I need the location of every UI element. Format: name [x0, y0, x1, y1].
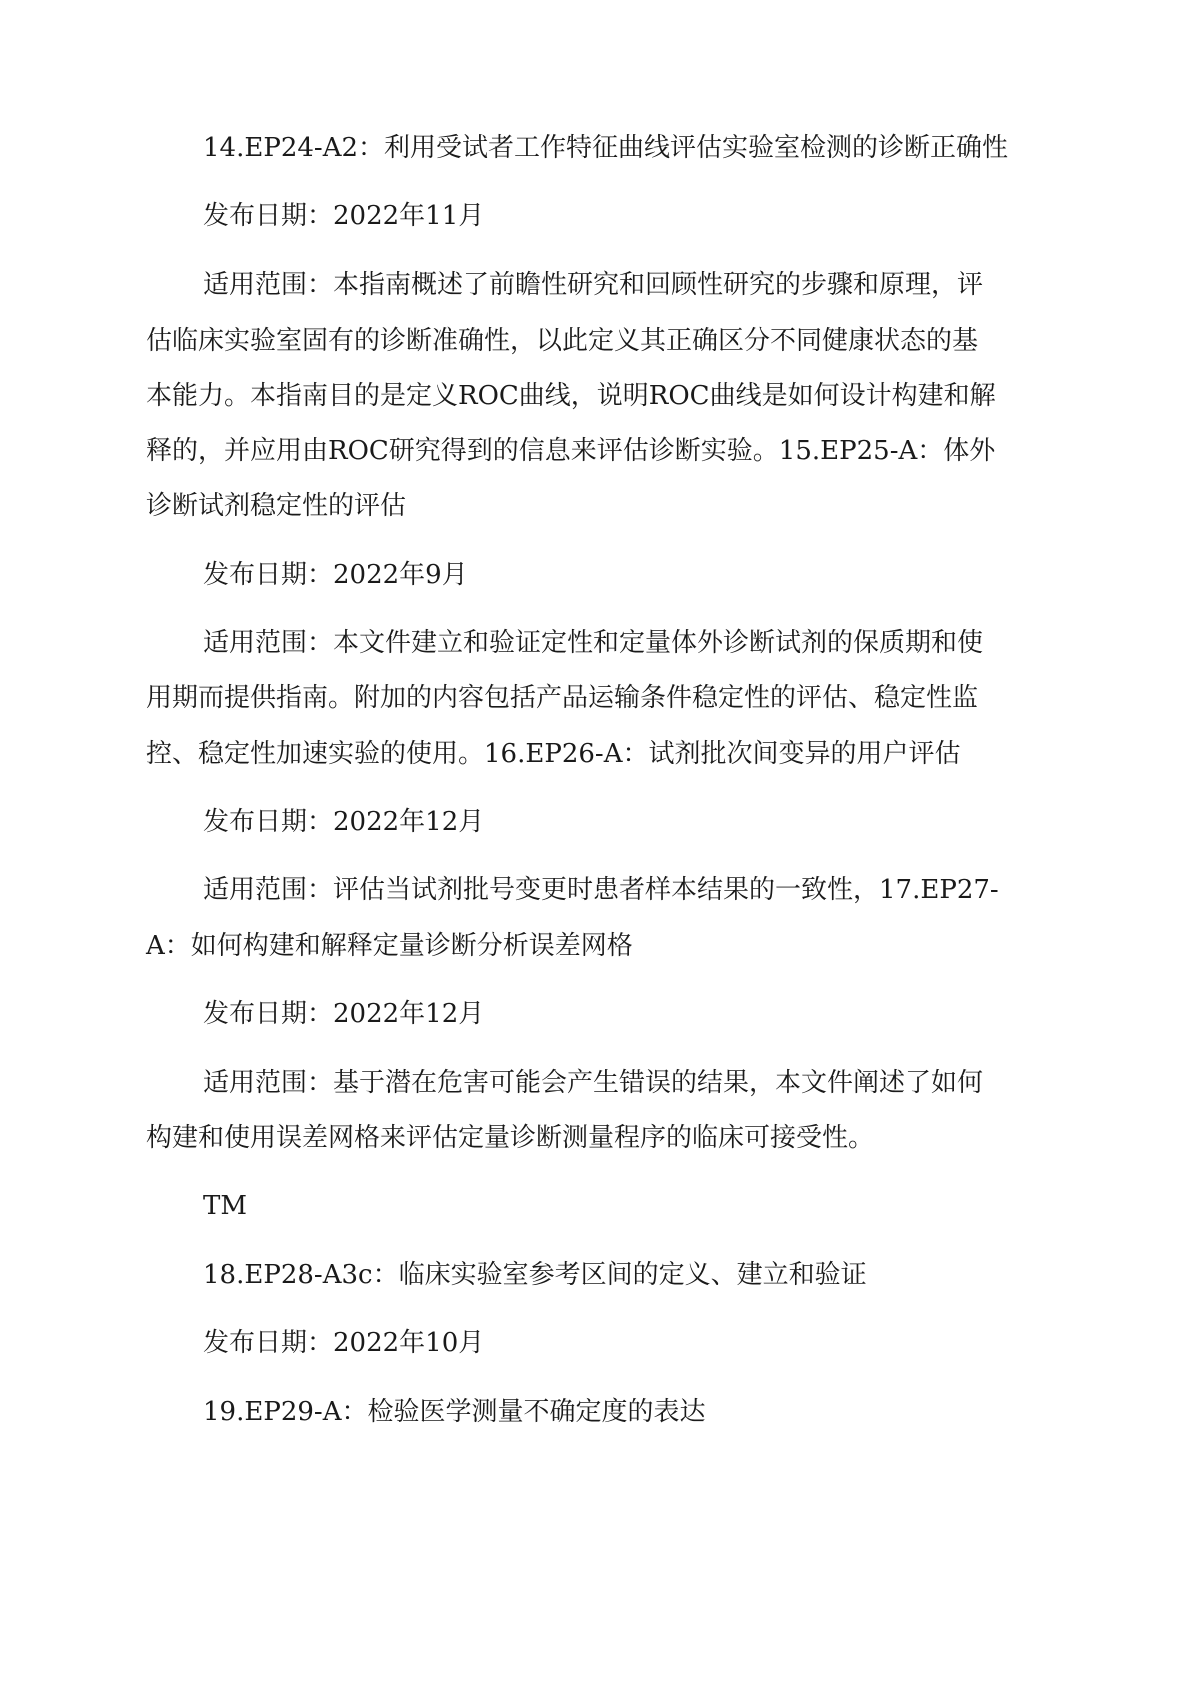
section-heading-ep25: 诊断试剂稳定性的评估: [146, 491, 407, 521]
scope-ep27-line-1: 适用范围：基于潜在危害可能会产生错误的结果，本文件阐述了如何: [203, 1068, 984, 1098]
scope-ep24-line-2: 估临床实验室固有的诊断准确性，以此定义其正确区分不同健康状态的基: [146, 326, 979, 356]
publish-date-ep25: 发布日期：2022年9月: [203, 560, 468, 590]
scope-ep25-line-2: 用期而提供指南。附加的内容包括产品运输条件稳定性的评估、稳定性监: [146, 683, 979, 713]
scope-ep24-line-4: 释的，并应用由ROC研究得到的信息来评估诊断实验。15.EP25-A：体外: [146, 436, 996, 466]
publish-date-ep28: 发布日期：2022年10月: [203, 1328, 485, 1358]
publish-date-ep27: 发布日期：2022年12月: [203, 999, 485, 1029]
publish-date-ep24: 发布日期：2022年11月: [203, 201, 485, 231]
publish-date-ep26: 发布日期：2022年12月: [203, 807, 485, 837]
scope-ep24-line-1: 适用范围：本指南概述了前瞻性研究和回顾性研究的步骤和原理，评: [203, 270, 984, 300]
scope-ep24-line-3: 本能力。本指南目的是定义ROC曲线，说明ROC曲线是如何设计构建和解: [146, 381, 996, 411]
scope-ep25-line-1: 适用范围：本文件建立和验证定性和定量体外诊断试剂的保质期和使: [203, 628, 984, 658]
section-heading-ep28: 18.EP28-A3c：临床实验室参考区间的定义、建立和验证: [203, 1260, 867, 1290]
scope-ep26-line-1: 适用范围：评估当试剂批号变更时患者样本结果的一致性，17.EP27-: [203, 875, 999, 905]
scope-ep25-line-3: 控、稳定性加速实验的使用。16.EP26-A：试剂批次间变异的用户评估: [146, 739, 961, 769]
section-heading-ep29: 19.EP29-A：检验医学测量不确定度的表达: [203, 1397, 706, 1427]
trademark-mark: TM: [203, 1191, 247, 1221]
section-heading-ep24: 14.EP24-A2：利用受试者工作特征曲线评估实验室检测的诊断正确性: [203, 133, 1009, 163]
scope-ep27-line-2: 构建和使用误差网格来评估定量诊断测量程序的临床可接受性。: [146, 1123, 875, 1153]
section-heading-ep27: A：如何构建和解释定量诊断分析误差网格: [146, 931, 633, 961]
